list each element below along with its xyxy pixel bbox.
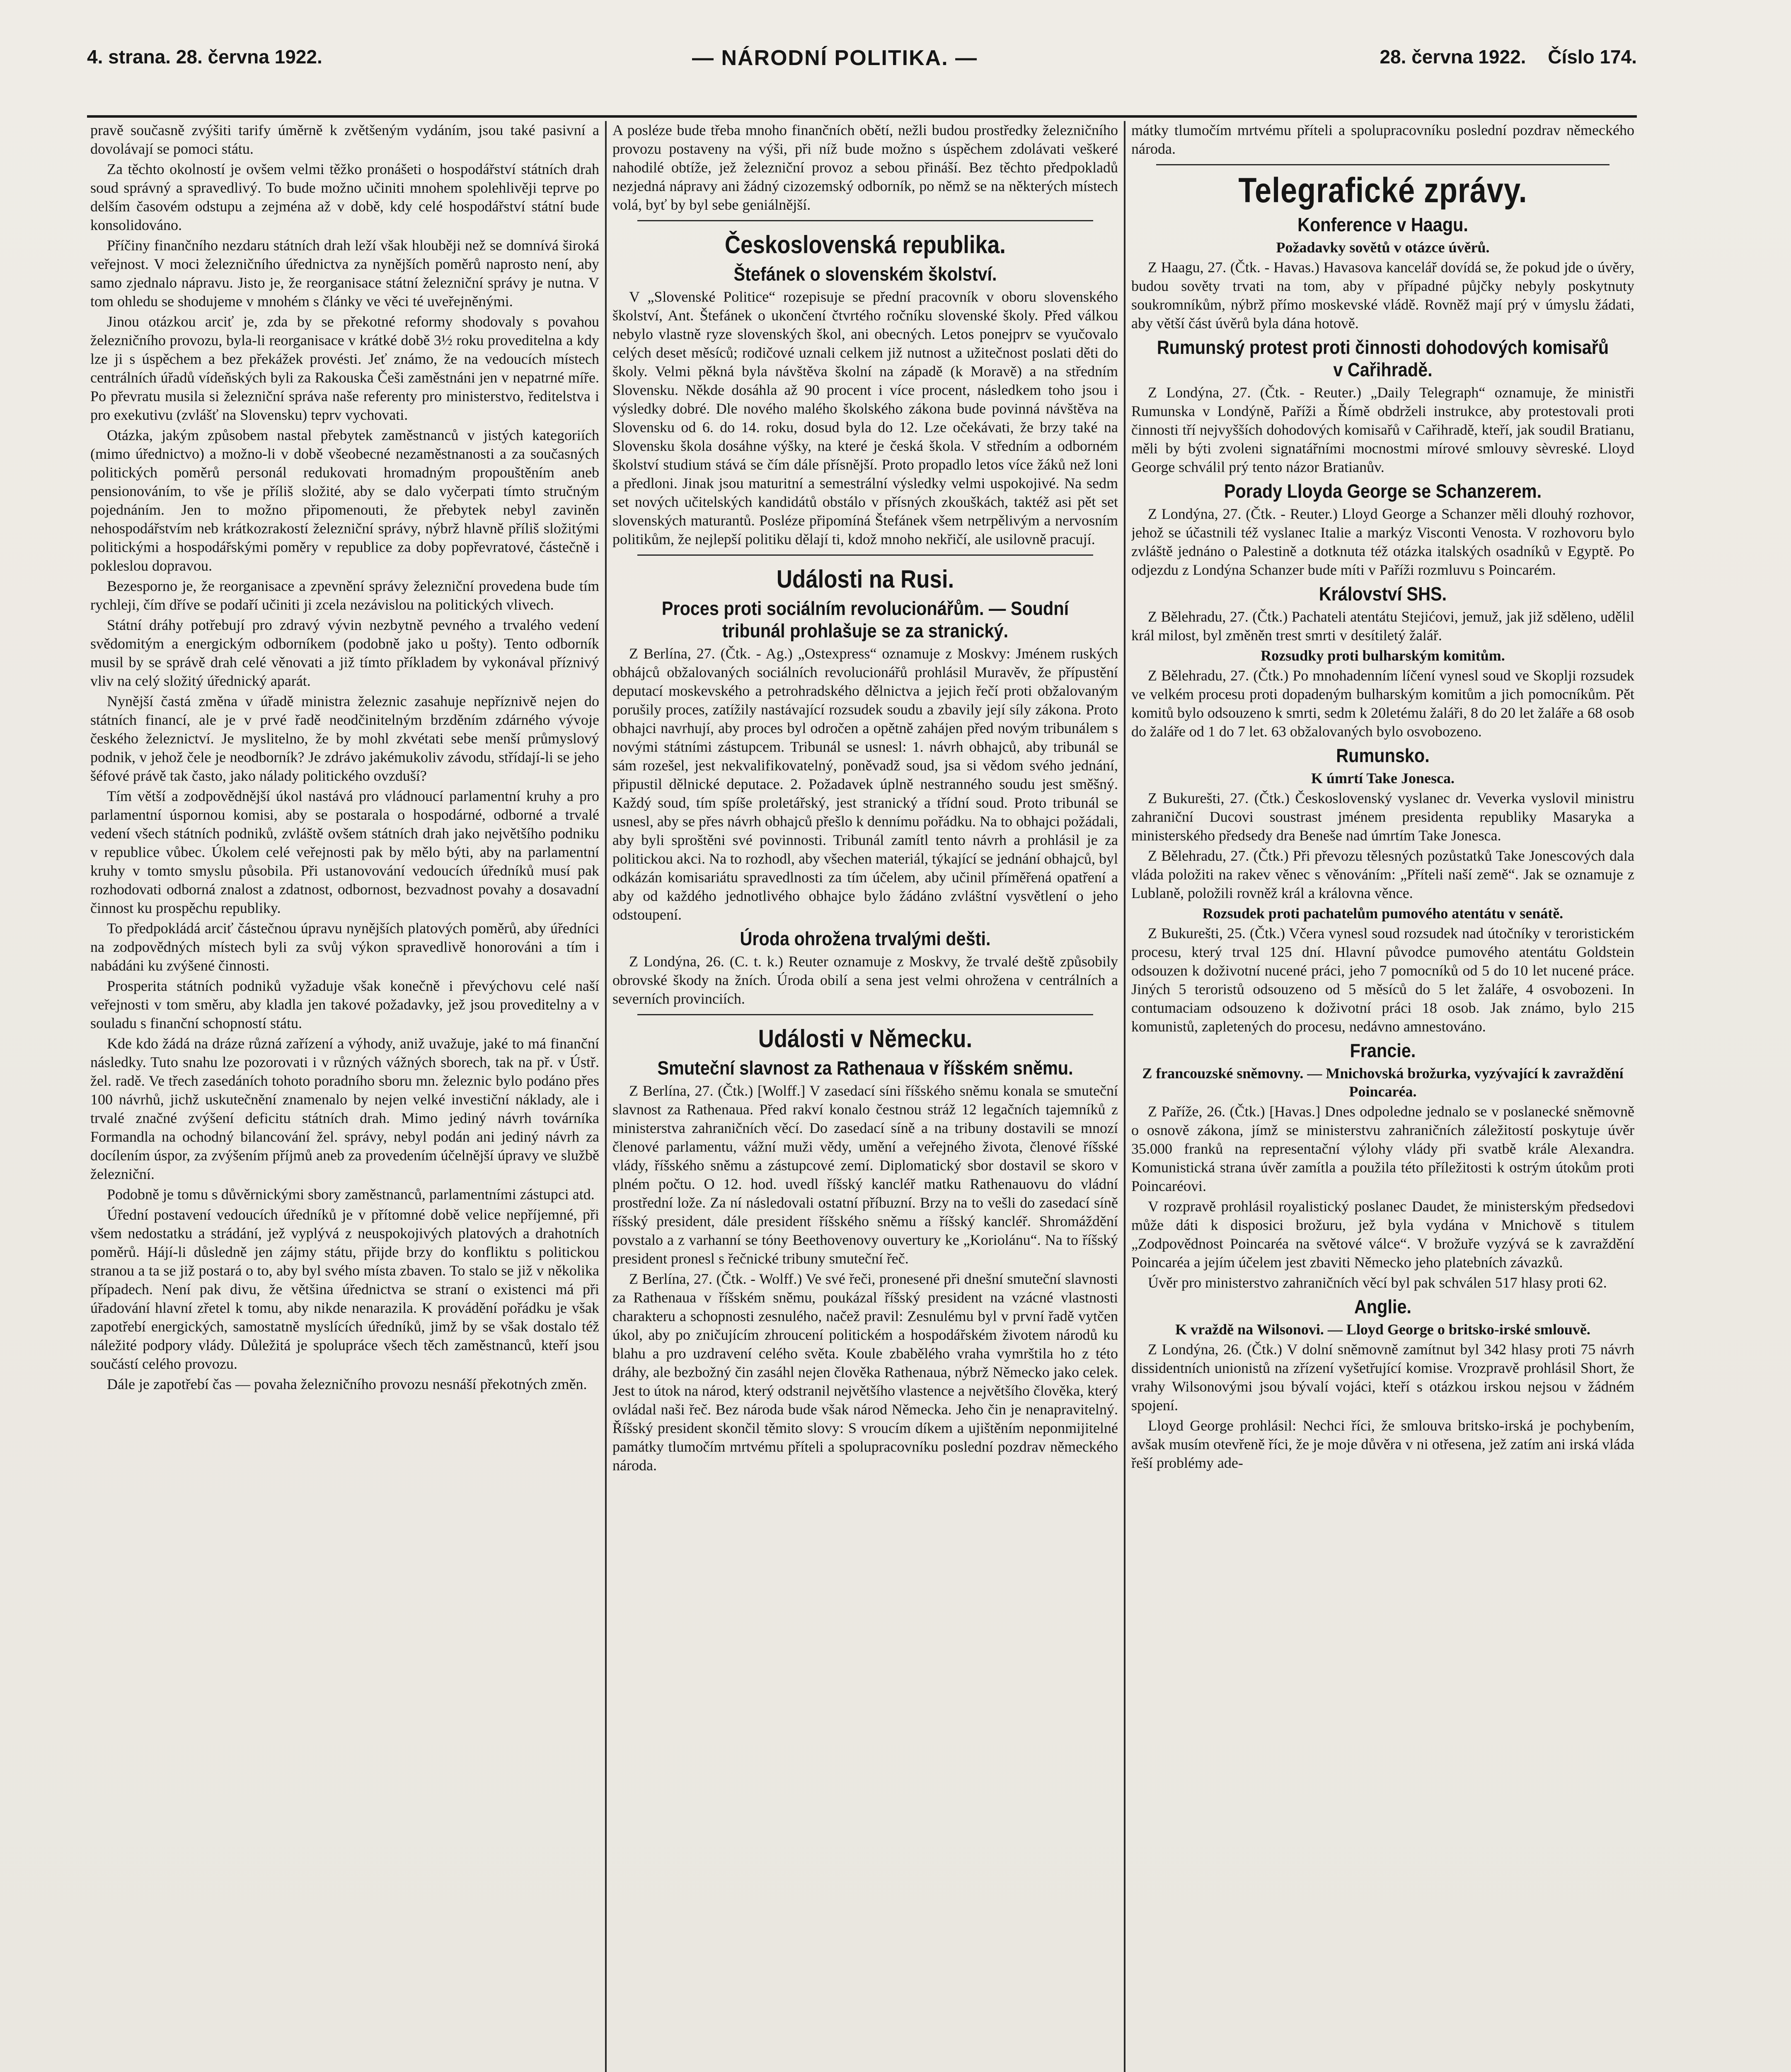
column-divider	[605, 121, 607, 2072]
article-subheadline: Rozsudek proti pachatelům pumového atentátu v senátě.	[1202, 905, 1563, 922]
article-paragraph: Z Paříže, 26. (Čtk.) [Havas.] Dnes odpoledne jednalo se v poslanecké sněmovně o osnově zákona, jímž se ministerstvu zahraničních záležitostí poskytuje úvěr 35.000 franků na representační výlohy vlády při svatbě krále Alexandra. Komunistická strana úvěr zamítla a použila této příležitosti k ostrým útokům proti Poincaréovi.	[1131, 1103, 1634, 1194]
article-paragraph: Státní dráhy potřebují pro zdravý vývin nezbytně pevného a trvalého vedení svědomitým a energickým odborníkem (podobně jako u pošty). Tento odborník musil by se správě drah celé věnovati a již tímto příkladem by vykonával příznivý vliv na celý složitý úřednický aparát.	[90, 617, 599, 689]
section-rule	[637, 554, 1093, 556]
article-paragraph: pravě současně zvýšiti tarify úměrně k zvětšeným vydáním, jsou také pasivní a dovolávají se pomoci státu.	[90, 122, 599, 157]
article-headline: Úroda ohrožena trvalými dešti.	[740, 928, 991, 949]
article-paragraph: Z Haagu, 27. (Čtk. - Havas.) Havasova kancelář dovídá se, že pokud jde o úvěry, budou sověty trvati na tom, aby v případné půjčky nebyly poskytnuty soukromníkům, nýbrž přímo moskevské vládě. Rovněž mají prý v úmyslu žádati, aby větší část úvěrů byla dána hotově.	[1131, 259, 1634, 332]
article-headline: Rumunský protest proti činnosti dohodových komisařů v Cařihradě.	[1157, 336, 1609, 380]
article-paragraph: Tím větší a zodpovědnější úkol nastává pro vládnoucí parlamentní kruhy a pro parlamentní úspornou komisi, aby se postarala o hospodárné, odborné a trvalé vedení všech státních podniků, zvláště ovšem státních drah jako největšího podniku v republice vůbec. Úkolem celé veřejnosti pak by mělo býti, aby na parlamentní kruhy v tomto smyslu působila. Při ustanovování vedoucích úředníků musí pak rozhodovati odborná znalost a zdatnost, odbornost, bezvadnost povahy a dosavadní činnost ku prospěchu republiky.	[90, 788, 599, 916]
article-paragraph: Z Berlína, 27. (Čtk. - Wolff.) Ve své řeči, pronesené při dnešní smuteční slavnosti za Rathenaua v říšském sněmu, poukázal říšský president na vzácné vlastnosti charakteru a schopnosti zesnulého, načež pravil: Zesnulému byl v první řadě vytčen úkol, aby po zničujícím zhroucení politickém a hospodářském životem národů ku blahu a pro uzdravení celého světa. Koule zbabělého vraha vymrštila ho z této dráhy, ale bezbožný čin zasáhl nejen člověka Rathenaua, nýbrž Německo jako celek. Jest to útok na národ, který odstranil největšího vlastence a největšího člověka, který ovládal naši řeč. Bez národa bude však národ Německa. Jeho čin je nenapravitelný. Říšský president skončil těmito slovy: S vroucím díkem a ujištěním neponmijitelné památky tlumočím mrtvému příteli a spolupracovníku poslední pozdrav německého národa.	[612, 1271, 1118, 1474]
article-paragraph: Prosperita státních podniků vyžaduje však konečně i převýchovu celé naší veřejnosti v tom směru, aby kladla jen takové požadavky, jež jsou proveditelny a v souladu s finanční schopností státu.	[90, 978, 599, 1031]
article-paragraph: Otázka, jakým způsobem nastal přebytek zaměstnanců v jistých kategoriích (mimo úřednictvo) a možno-li v době všeobecné nezaměstnanosti a za současných politických poměrů personál redukovati hromadným propouštěním aneb pensionováním, to vše je příliš složité, aby se dalo vyčerpati tímto stručným pojednáním. Jen to možno připomenouti, že přebytek nebyl zaviněn nehospodářstvím neb krátkozrakostí železniční správy, nýbrž hlavně příliš složitými politickými a hospodářskými poměry v republice za doby popřevratové, částečně i pokleslou dopravou.	[90, 427, 599, 574]
article-paragraph: Lloyd George prohlásil: Nechci říci, že smlouva britsko-irská je pochybením, avšak musím otevřeně říci, že je moje důvěra v ni otřesena, jež zatím ani irská vláda řeší problémy ade-	[1131, 1417, 1634, 1471]
article-paragraph: Z Berlína, 27. (Čtk. - Ag.) „Ostexpress“ oznamuje z Moskvy: Jménem ruských obhájců obžalovaných sociálních revolucionářů prohlásil Muravěv, že přípustění deputací moskevského a petrohradského dělnictva a jejich řečí proti obžalovaným porušily proces, zatížily nastávající rozsudek soudu a zbavily její síly zákona. Proto obhajci navrhují, aby proces byl odročen a opětně zahájen před novým tribunálem s novými státními zástupcem. Tribunál se usnesl: 1. návrh obhajců, aby tribunál se sám rozešel, jest nekvalifikovatelný, poněvadž soud, jsa si vědom svého jednání, připustil dělnické deputace. 2. Požadavek úplně nestranného soudu jest směšný. Každý soud, tím spíše proletářský, jest stranický a třídní soud. Proto tribunál se usnesl, aby se přes návrh obhajců přešlo k dennímu pořádku. Na to obhajci požádali, aby byli sproštěni své povinnosti. Tribunál zamítl tento návrh a prohlásil je za politickou akci. Na to rozhodl, aby všechen materiál, týkající se jednání obhajců, byl odkázán komisariátu spravedlnosti za tím účelem, aby učinil příměřená opatření a aby od každého jednotlivého obhajce bylo žádáno zvláštní vysvětlení o jeho odstoupení.	[612, 645, 1118, 923]
article-paragraph: Z Bělehradu, 27. (Čtk.) Při převozu tělesných pozůstatků Take Jonescových dala vláda položiti na rakev věnec s věnováním: „Příteli naší země“. Jak se oznamuje z Lublaně, položili rovněž král a královna věnce.	[1131, 847, 1634, 901]
article-headline: Štefánek o slovenském školství.	[733, 263, 997, 285]
article-paragraph: Kde kdo žádá na dráze různá zařízení a výhody, aniž uvažuje, jaké to má finanční následky. Tuto snahu lze pozorovati i v různých vážných sborech, tak na př. v Ústř. žel. radě. Ve třech zasedáních tohoto poradního sboru mn. železnic bylo podáno přes 100 návrhů, jichž uskutečnění znamenalo by nejen velké investiční náklady, ale i trvalé značné zvýšení deficitu státních drah. Mimo jediný návrh továrníka Formandla na ochodný bilancování žel. správy, nebyl podán ani jediný návrh za docílením úspor, za zvýšením příjmů aneb za provedením účelnější úpravy ve službě železniční.	[90, 1035, 599, 1182]
article-subheadline: Z francouzské sněmovny. — Mnichovská brožurka, vyzývající k zavraždění Poincaréa.	[1142, 1065, 1624, 1100]
article-paragraph: V „Slovenské Politice“ rozepisuje se přední pracovník v oboru slovenského školství, Ant. Štefánek o ukončení čtvrtého ročníku slovenské školy. Před válkou nebylo vlastně ryze slovenských škol, ani obecných. Letos ponejprv se vyučovalo celých deset měsíců; rodičové uznali celkem již nutnost a užitečnost poslati děti do školy. Velmi pěkná byla návštěva školní na západě (k Moravě) a na středním Slovensku. Někde dosáhla až 90 procent i více procent, následkem toho jsou i výsledky dobré. Dle nového malého školského zákona bude povinná návštěva na Slovensku od 6. do 14. roku, dosud byla do 12. Lze očekávati, že brzy také na Slovensku škola dosáhne výšky, na které je česká škola. V středním a odborném školství studium stává se čím dále přísnější. Proto propadlo letos více žáků než loni a předloni. Jinak jsou maturitní a semestrální výsledky velmi uspokojivé. Na sedm set nových učitelských kandidátů obstálo v přísných zkouškách, taktéž asi pět set slovenských maturantů. Posléze připomíná Štefánek všem netrpělivým a nervosním politikům, že nejlepší politiku dělají ti, kdož mnoho nekřičí, ale usilovně pracují.	[612, 288, 1118, 547]
article-headline: Francie.	[1350, 1040, 1416, 1061]
article-headline: Konference v Haagu.	[1297, 214, 1468, 235]
section-rule	[1156, 164, 1609, 165]
article-paragraph: Z Bukurešti, 25. (Čtk.) Včera vynesl soud rozsudek nad útočníky v teroristickém procesu, který trval 125 dní. Hlavní původce pumového atentátu Goldstein odsouzen k doživotní nucené práci, jeho 7 pomocníků od 5 do 10 let nucené práce. Jiných 5 teroristů odsouzeno od 5 měsíců do 5 let žaláře, 4 osvobozeni. In contumaciam odsouzeno k doživotní práci 18 osob. Jak známo, bylo 215 komunistů, zapletených do procesu, nedávno amnestováno.	[1131, 925, 1634, 1035]
article-headline: Království SHS.	[1319, 583, 1447, 605]
article-paragraph: To předpokládá arciť částečnou úpravu nynějších platových poměrů, aby úředníci na zodpovědných místech byli za svůj výkon spravedlivě honorováni a tím i nabádáni ku zvýšené činnosti.	[90, 920, 599, 974]
column-divider	[1124, 121, 1125, 2072]
column-2	[612, 121, 1118, 2072]
article-headline: Porady Lloyda George se Schanzerem.	[1224, 480, 1542, 502]
article-paragraph: Z Bělehradu, 27. (Čtk.) Pachateli atentátu Stejićovi, jemuž, jak již sděleno, udělil král milost, byl změněn trest smrti v desítiletý žalář.	[1131, 608, 1634, 644]
article-headline: Rumunsko.	[1336, 745, 1430, 766]
column-3	[1131, 121, 1634, 2072]
section-heading: Události v Německu.	[758, 1025, 973, 1053]
column-1	[90, 121, 599, 2072]
article-headline: Anglie.	[1354, 1296, 1412, 1317]
masthead-title: — NÁRODNÍ POLITIKA. —	[692, 46, 978, 70]
article-headline: Smuteční slavnost za Rathenaua v říšském sněmu.	[657, 1057, 1073, 1079]
section-heading-large: Telegrafické zprávy.	[1238, 171, 1527, 210]
section-heading: Události na Rusi.	[776, 565, 954, 593]
article-paragraph: Úvěr pro ministerstvo zahraničních věcí byl pak schválen 517 hlasy proti 62.	[1148, 1274, 1607, 1291]
article-subheadline: Rozsudky proti bulharským komitům.	[1261, 647, 1505, 664]
article-paragraph: mátky tlumočím mrtvému příteli a spolupracovníku poslední pozdrav německého národa.	[1131, 122, 1634, 157]
article-paragraph: Příčiny finančního nezdaru státních drah leží však hlouběji než se domnívá široká veřejnost. V moci železničního úřednictva za nynějších poměrů naprosto není, aby samo zjednalo nápravu. Jisto je, že reorganisace státní železniční správy je nutna. V tom ohledu se shodujeme v mnohém s články ve věci té uveřejněnými.	[90, 237, 599, 310]
article-headline: Proces proti sociálním revolucionářům. — Soudní tribunál prohlašuje se za stranický.	[661, 598, 1069, 641]
header-rule	[87, 115, 1637, 118]
article-paragraph: Podobně je tomu s důvěrnickými sbory zaměstnanců, parlamentními zástupci atd.	[107, 1186, 595, 1203]
article-paragraph: Z Berlína, 27. (Čtk.) [Wolff.] V zasedací síni říšského sněmu konala se smuteční slavnost za Rathenaua. Před rakví konalo čestnou stráž 12 legačních tajemníků z ministerstva zahraničních věcí. Do zasedací síně a na tribuny dostavili se mnozí členové parlamentu, vážní muži vědy, umění a veřejného života, členové říšské vlády, říšského sněmu a zástupcové zemí. Diplomatický sbor dostavil se skoro v plném počtu. O 12. hod. uvedl říšský kancléř matku Rathenauovu do vládní prostřední lože. Za ní následovali ostatní příbuzní. Brzy na to vešli do zasedací síně říšský president, dále president říšského sněmu a říšský kancléř. Shromáždění povstalo a z varhanní se tóny Beethovenovy ouvertury ke „Koriolánu“. Na to říšský president pronesl s řečnické tribuny smuteční řeč.	[612, 1082, 1118, 1267]
page-header	[87, 36, 1637, 76]
section-rule	[637, 220, 1093, 221]
article-subheadline: K úmrtí Take Jonesca.	[1311, 770, 1455, 787]
article-paragraph: Dále je zapotřebí čas — povaha železničního provozu nesnáší překotných změn.	[107, 1376, 587, 1392]
article-subheadline: K vraždě na Wilsonovi. — Lloyd George o britsko-irské smlouvě.	[1175, 1321, 1590, 1338]
article-paragraph: Z Bukurešti, 27. (Čtk.) Československý vyslanec dr. Veverka vyslovil ministru zahraniční Ducovi soustrast jménem presidenta republiky Masaryka a ministerského předsedy dra Beneše nad úmrtím Take Jonesca.	[1131, 790, 1634, 844]
article-paragraph: Z Londýna, 26. (C. t. k.) Reuter oznamuje z Moskvy, že trvalé deště způsobily obrovské škody na žních. Úroda obilí a sena jest velmi ohrožena v centrálních a severních provinciích.	[612, 953, 1118, 1007]
header-right	[1363, 46, 1637, 68]
article-subheadline: Požadavky sovětů v otázce úvěrů.	[1276, 239, 1490, 256]
article-paragraph: Za těchto okolností je ovšem velmi těžko pronášeti o hospodářství státních drah soud správný a spravedlivý. To bude možno učiniti mnohem spolehlivěji teprve po delším časovém odstupu a zejména až v době, kdy celé hospodářství státní bude konsolidováno.	[90, 161, 599, 233]
article-paragraph: Z Londýna, 27. (Čtk. - Reuter.) „Daily Telegraph“ oznamuje, že ministři Rumunska v Londýně, Paříži a Římě obdrželi instrukce, aby protestovali proti činnosti tří nejvyšších dohodových komisařů v Cařihradě, kteří, jak soudil Bratianu, měli by býti zvoleni signatářními mocnostmi mírové smlouvy sèvreské. Lloyd George schválil prý tento názor Bratianův.	[1131, 384, 1634, 475]
article-paragraph: Z Londýna, 27. (Čtk. - Reuter.) Lloyd George a Schanzer měli dlouhý rozhovor, jehož se účastnili též vyslanec Italie a markýz Visconti Venosta. V rozhovoru bylo zvláště jednáno o Palestině a dotknuta též otázka italských osadníků v Egyptě. Po odjezdu z Londýna Schanzer bude míti v Paříži rozmluvu s Poincarém.	[1131, 506, 1634, 578]
section-heading: Československá republika.	[725, 231, 1006, 259]
section-rule	[637, 1014, 1093, 1015]
article-paragraph: Nynější častá změna v úřadě ministra železnic zasahuje nepříznivě nejen do státních financí, ale je v prvé řadě neodčinitelným brzděním zdárného vývoje českého železnictví. Je myslitelno, že by mohl zkvétati sebe menší průmyslový podnik, v jehož čele je neodborník? Je zdrávo jakémukoliv závodu, střídají-li se jeho šéfové právě tak často, jako nálady politického ovzduší?	[90, 693, 599, 784]
article-paragraph: Z Bělehradu, 27. (Čtk.) Po mnohadenním líčení vynesl soud ve Skoplji rozsudek ve velkém procesu proti dopadeným bulharským komitům a jich pomocníkům. Pět komitů bylo odsouzeno k smrti, sedm k 20letému žaláři, 8 do 20 let žaláře a 68 osob do žaláře od 1 do 7 let. 63 obžalovaných bylo osvobozeno.	[1131, 667, 1634, 740]
article-paragraph: Z Londýna, 26. (Čtk.) V dolní sněmovně zamítnut byl 342 hlasy proti 75 návrh dissidentních unionistů na zřízení vyšetřující komise. Vrozpravě prohlásil Short, že vrahy Wilsonovými jsou bývalí vojáci, kteří s otázkou irskou nejsou v žádném spojení.	[1131, 1341, 1634, 1414]
article-paragraph: Bezesporno je, že reorganisace a zpevnění správy železniční provedena bude tím rychleji, čím dříve se podaří učiniti ji zcela nezávislou na politických vlivech.	[90, 578, 599, 613]
article-paragraph: A posléze bude třeba mnoho finančních obětí, nežli budou prostředky železničního provozu postaveny na výši, při níž bude možno s úspěchem zdolávati veškeré nahodilé obtíže, jež železniční provoz a sebou přináší. Bez těchto předpokladů nezjedná nápravy ani žádný cizozemský odborník, po němž se na některých místech volá, byť by byl sebe geniálnější.	[612, 122, 1118, 213]
article-paragraph: V rozpravě prohlásil royalistický poslanec Daudet, že ministerským předsedovi může dáti k disposici brožuru, jež byla vydána v Mnichově s titulem „Zodpovědnost Poincaréa na světové válce“. V brožuře vyzývá se k zavraždění Poincaréa a jejím účelem jest zbaviti Německo jeho platebních závazků.	[1131, 1198, 1634, 1271]
header-page-date: 4. strana. 28. června 1922.	[87, 46, 322, 68]
header-issue-number: Číslo 174.	[1548, 46, 1637, 68]
article-paragraph: Jinou otázkou arciť je, zda by se překotné reformy shodovaly s povahou železničního provozu, byla-li reorganisace v krátké době 3½ roku proveditelna a kdy lze ji s úspěchem a bez překážek provésti. Jeť známo, že na vedoucích místech centrálních úřadů vídeňských byli za Rakouska Češi zaměstnáni jen v nepatrné míře. Po převratu musila si železniční správa naše referenty pro ministerstvo, ředitelstva i pro exekutivu (zvlášť na Slovensku) teprv vychovati.	[90, 313, 599, 423]
header-date: 28. června 1922.	[1380, 46, 1526, 68]
article-paragraph: Úřední postavení vedoucích úředníků je v přítomné době velice nepříjemné, při všem nedostatku a strádání, jež vyplývá z neuspokojivých platových a drahotních poměrů. Hájí-li důsledně jen zájmy státu, přijde brzy do konfliktu s politickou stranou a ta se již postará o to, aby byl svého místa zbaven. To stalo se již v několika případech. Není pak divu, že většina úřednictva se straní o existenci má při úřadování hlavní zřetel k tomu, aby nikde nenarazila. K provádění pořádku je však zapotřebí energických, samostatně myslících úředníků, jimž by se však dostalo též náležité podpory vlády. Důležitá je spolupráce všech těch zaměstnanců, kteří jsou součástí celého provozu.	[90, 1206, 599, 1372]
